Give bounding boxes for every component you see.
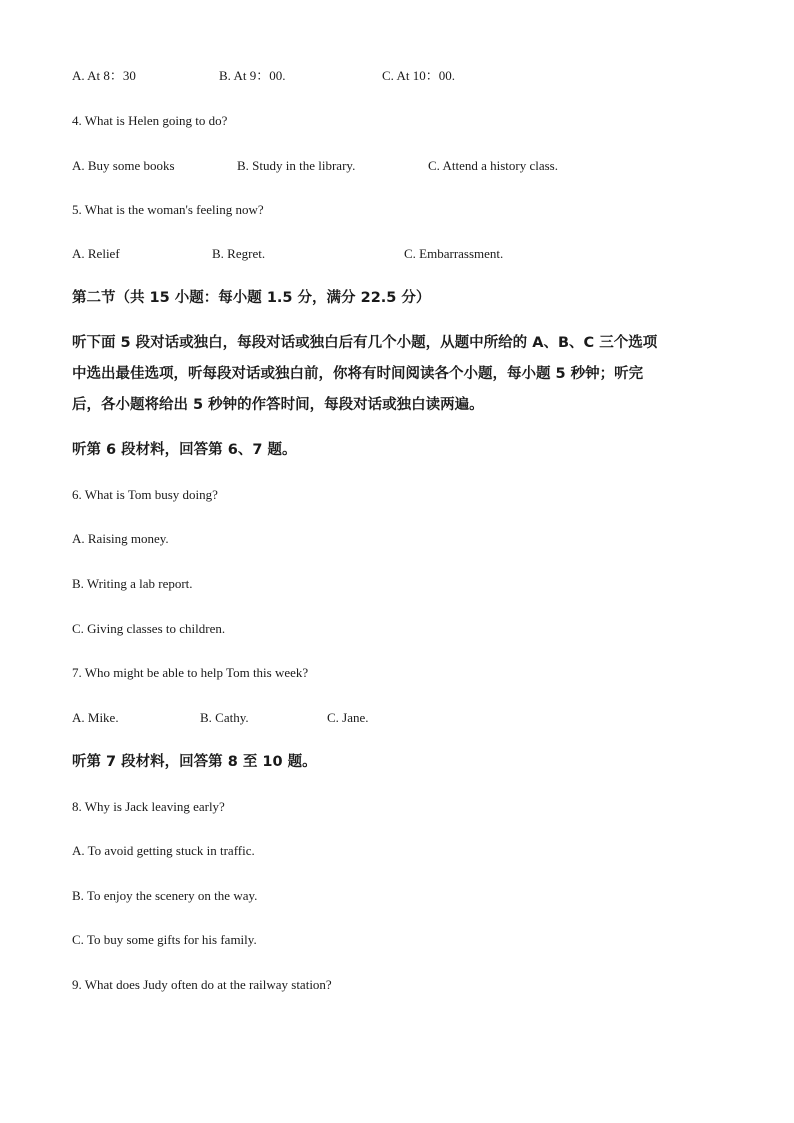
group7-heading: 听第 7 段材料，回答第 8 至 10 题。: [72, 754, 317, 770]
q5-option-a: A. Relief: [72, 246, 120, 261]
q8-option-c: C. To buy some gifts for his family.: [72, 932, 257, 947]
q7-option-a: A. Mike.: [72, 710, 119, 725]
q6-option-c: C. Giving classes to children.: [72, 621, 226, 636]
group6-heading: 听第 6 段材料，回答第 6、7 题。: [72, 442, 297, 458]
q7-option-b: B. Cathy.: [200, 710, 249, 725]
q6-option-a: A. Raising money.: [72, 531, 169, 546]
q4-option-b: B. Study in the library.: [237, 158, 356, 173]
q3-option-c: C. At 10：00.: [382, 68, 455, 83]
q8-option-a: A. To avoid getting stuck in traffic.: [72, 843, 255, 858]
q3-option-a: A. At 8：30: [72, 68, 136, 83]
q7-question: 7. Who might be able to help Tom this week?: [72, 665, 309, 680]
q8-option-b: B. To enjoy the scenery on the way.: [72, 888, 258, 903]
q8-question: 8. Why is Jack leaving early?: [72, 799, 225, 814]
q4-option-a: A. Buy some books: [72, 158, 175, 173]
q4-option-c: C. Attend a history class.: [428, 158, 558, 173]
q5-option-c: C. Embarrassment.: [404, 246, 504, 261]
q9-question: 9. What does Judy often do at the railway station?: [72, 977, 332, 992]
q6-option-b: B. Writing a lab report.: [72, 576, 193, 591]
section2-heading: 第二节（共 15 小题：每小题 1.5 分，满分 22.5 分）: [72, 290, 431, 306]
section2-instructions-line2: 中选出最佳选项，听每段对话或独白前，你将有时间阅读各个小题，每小题 5 秒钟；听完: [72, 366, 644, 382]
section2-instructions-line1: 听下面 5 段对话或独白，每段对话或独白后有几个小题，从题中所给的 A、B、C 三个选项: [72, 335, 658, 351]
q7-option-c: C. Jane.: [327, 710, 369, 725]
q5-option-b: B. Regret.: [212, 246, 266, 261]
q3-option-b: B. At 9：00.: [219, 68, 286, 83]
q5-question: 5. What is the woman's feeling now?: [72, 202, 264, 217]
section2-instructions-line3: 后，各小题将给出 5 秒钟的作答时间，每段对话或独白读两遍。: [72, 397, 484, 413]
q6-question: 6. What is Tom busy doing?: [72, 487, 218, 502]
q4-question: 4. What is Helen going to do?: [72, 113, 228, 128]
